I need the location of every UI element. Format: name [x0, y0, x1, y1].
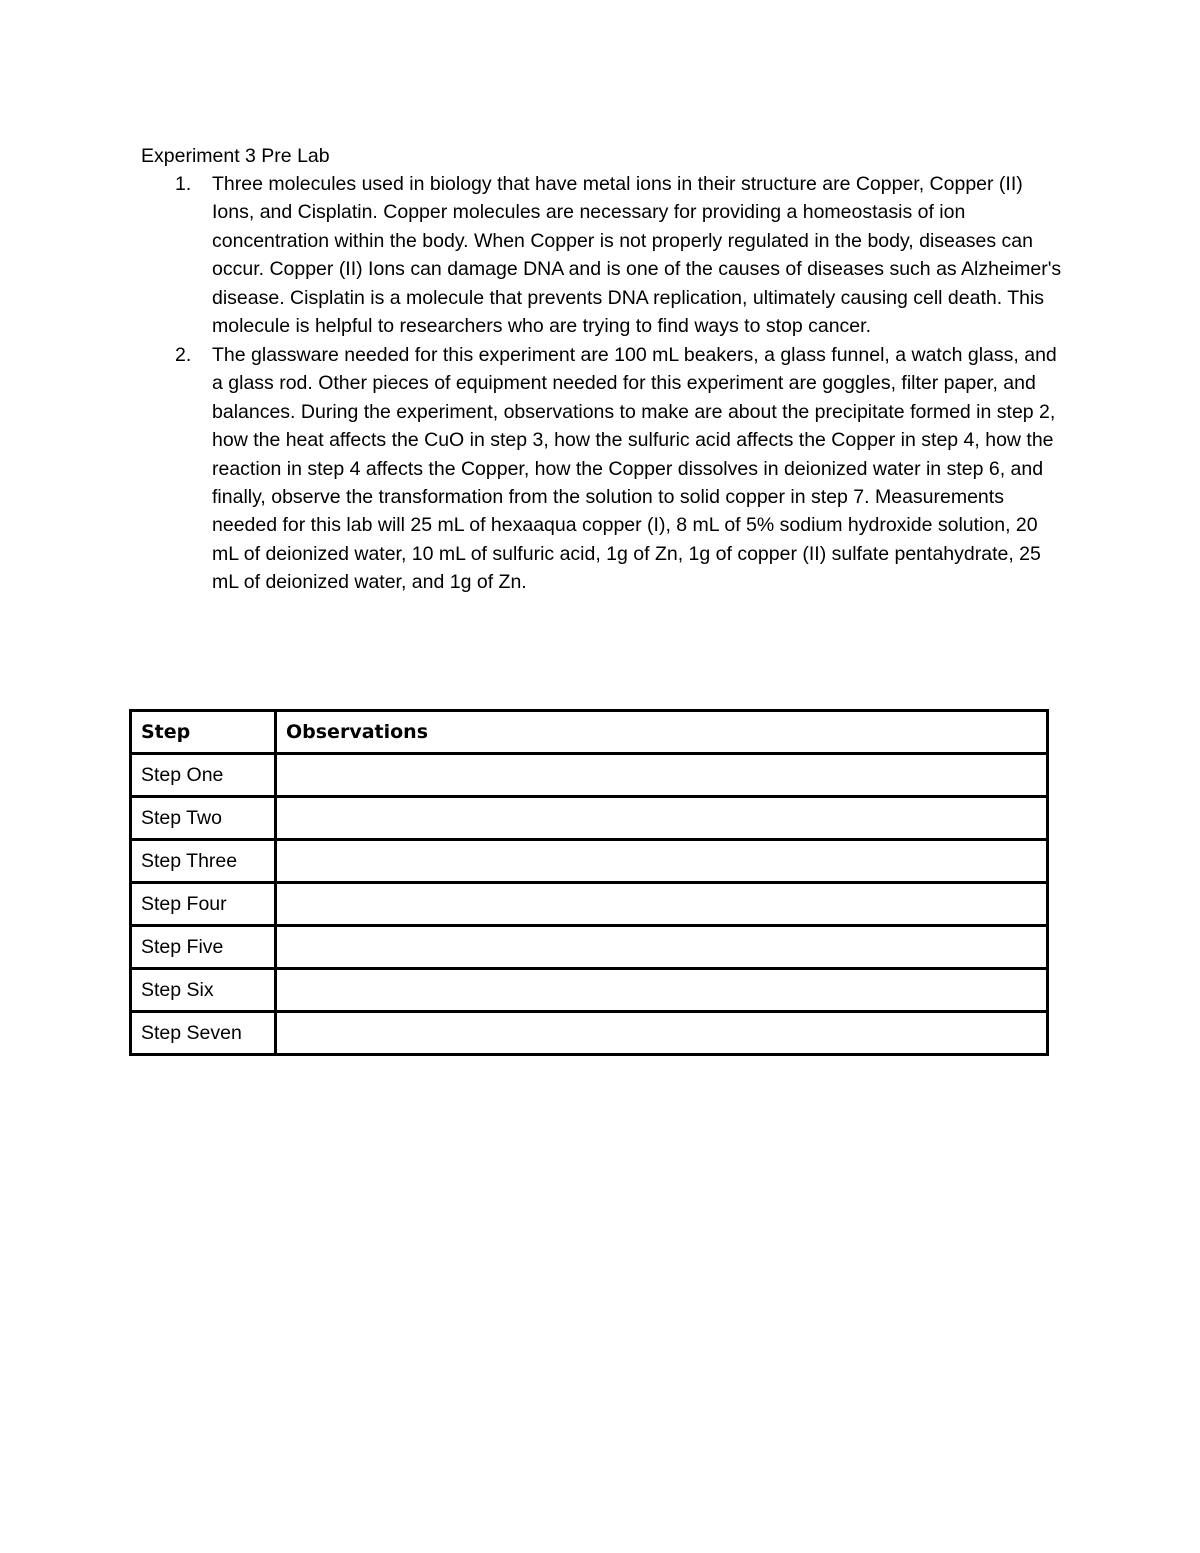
list-item-number: 1. [175, 173, 192, 195]
step-cell: Step Five [131, 926, 276, 969]
observation-cell[interactable] [276, 883, 1048, 926]
observation-cell[interactable] [276, 797, 1048, 840]
list-item-text: Three molecules used in biology that have metal ions in their structure are Copper, Copper (II) Ions, and Cisplatin. Copper molecules are necessary for providing a homeostasis of ion concentration within the body. When Copper is not properly regulated in the body, diseases can occur. Copper (II) Ions can damage DNA and is one of the causes of diseases such as Alzheimer's disease. Cisplatin is a molecule that prevents DNA replication, ultimately causing cell death. This molecule is helpful to researchers who are trying to find ways to stop cancer. [212, 173, 1062, 338]
header-observations: Observations [276, 711, 1048, 754]
step-cell: Step Six [131, 969, 276, 1012]
table-row [131, 926, 1048, 969]
table-row [131, 840, 1048, 883]
table-header-row [131, 711, 1048, 754]
observation-cell[interactable] [276, 1012, 1048, 1055]
table-row [131, 969, 1048, 1012]
observations-table [129, 709, 1049, 1056]
step-cell: Step Two [131, 797, 276, 840]
list-item-number: 2. [175, 343, 192, 366]
observation-cell[interactable] [276, 926, 1048, 969]
header-step: Step [131, 711, 276, 754]
list-item [141, 170, 1066, 341]
table-row [131, 754, 1048, 797]
prelab-answer-list [141, 170, 1066, 597]
table-row [131, 1012, 1048, 1055]
observation-cell[interactable] [276, 969, 1048, 1012]
step-cell: Step One [131, 754, 276, 797]
observation-cell[interactable] [276, 840, 1048, 883]
step-cell: Step Four [131, 883, 276, 926]
step-cell: Step Seven [131, 1012, 276, 1055]
table-row [131, 797, 1048, 840]
list-item-text: The glassware needed for this experiment are 100 mL beakers, a glass funnel, a watch glass, and a glass rod. Other pieces of equipment needed for this experiment are goggles, filter paper, and balances. During the experiment, observations to make are about the precipitate formed in step 2, how the heat affects the CuO in step 3, how the sulfuric acid affects the Copper in step 4, how the reaction in step 4 affects the Copper, how the Copper dissolves in deionized water in step 6, and finally, observe the transformation from the solution to solid copper in step 7. Measurements needed for this lab will 25 mL of hexaaqua copper (I), 8 mL of 5% sodium hydroxide solution, 20 mL of deionized water, 10 mL of sulfuric acid, 1g of Zn, 1g of copper (II) sulfate pentahydrate, 25 mL of deionized water, and 1g of Zn. [212, 343, 1057, 594]
step-cell: Step Three [131, 840, 276, 883]
document-title: Experiment 3 Pre Lab [141, 145, 330, 167]
list-item [141, 341, 1066, 597]
observation-cell[interactable] [276, 754, 1048, 797]
table-row [131, 883, 1048, 926]
